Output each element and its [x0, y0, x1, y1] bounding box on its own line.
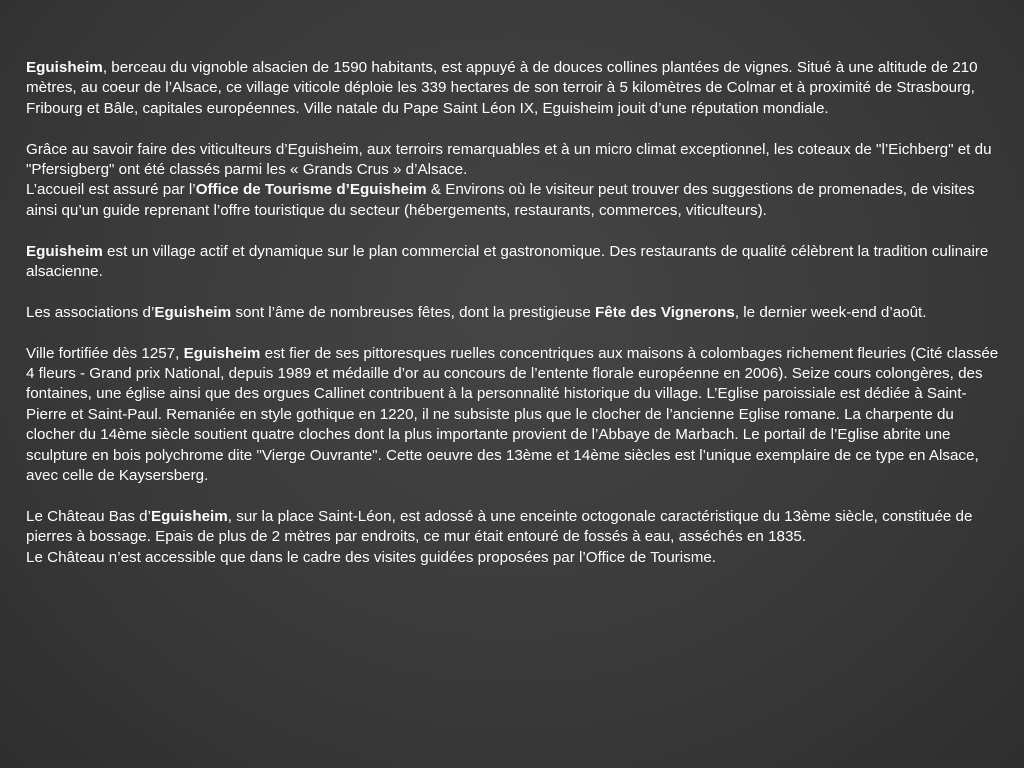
paragraph-ville-fortifiee [26, 344, 1001, 487]
text-run: sont l’âme de nombreuses fêtes, dont la prestigieuse [231, 303, 596, 321]
paragraph-intro [26, 58, 1001, 119]
text-run: L’accueil est assuré par l’ [26, 181, 196, 199]
bold-term: Eguisheim [26, 242, 103, 260]
bold-term: Eguisheim [150, 507, 228, 525]
text-run: Ville fortifiée dès 1257, [26, 344, 184, 362]
paragraph-chateau-bas [26, 507, 1001, 548]
paragraph-gastronomie [26, 242, 1001, 283]
bold-term: Eguisheim [183, 344, 261, 362]
paragraph-chateau-visites [26, 548, 1001, 568]
text-run: , sur la place Saint-Léon, est adossé à une enceinte octogonale caractéristique du 13ème siècle, constituée de pierres à bossage. Epais de plus de 2 mètres par endroits, ce mur était entouré de fossés à eau, asséchés en 1835. [26, 507, 973, 546]
text-run: , berceau du vignoble alsacien de 1590 habitants, est appuyé à de douces collines plantées de vignes. Situé à une altitude de 210 mètres, au coeur de l’Alsace, ce village viticole déploie les 339 hectares de son terroir à 5 kilomètres de Colmar et à proximité de Strasbourg, Fribourg et Bâle, capitales européennes. Ville natale du Pape Saint Léon IX, Eguisheim jouit d’une réputation mondiale. [26, 59, 978, 117]
text-run: est un village actif et dynamique sur le plan commercial et gastronomique. Des restaurants de qualité célèbrent la tradition culinaire alsacienne. [26, 242, 989, 281]
bold-term: Eguisheim [154, 303, 232, 321]
bold-term: Eguisheim [26, 59, 103, 76]
bold-term: Office de Tourisme d’Eguisheim [195, 181, 427, 199]
slide-text-body [26, 58, 1001, 588]
text-run: Les associations d’ [26, 303, 155, 321]
text-run: Le Château n’est accessible que dans le cadre des visites guidées proposées par l’Office de Tourisme. [26, 548, 717, 566]
text-run: est fier de ses pittoresques ruelles concentriques aux maisons à colombages richement fleuries (Cité classée 4 fleurs - Grand prix National, depuis 1989 et médaille d’or au concours de l’entente florale européenne en 2006). Seize cours colongères, des fontaines, une église ainsi que des orgues Callinet contribuent à la personnalité historique du village. L’Eglise paroissiale est dédiée à Saint-Pierre et Saint-Paul. Remaniée en style gothique en 1220, il ne subsiste plus que le clocher de l’ancienne Eglise romane. La charpente du clocher du 14ème siècle soutient quatre cloches dont la plus importante provient de l’Abbaye de Marbach. Le portail de l’Eglise abrite une sculpture en bois polychrome dite "Vierge Ouvrante". Cette oeuvre des 13ème et 14ème siècles est l’unique exemplaire de ce type en Alsace, avec celle de Kaysersberg. [26, 344, 999, 485]
text-run: & Environs où le visiteur peut trouver des suggestions de promenades, de visites ainsi qu’un guide reprenant l’offre touristique du secteur (hébergements, restaurants, commerces, viticulteurs). [26, 181, 975, 219]
text-run: Grâce au savoir faire des viticulteurs d’Eguisheim, aux terroirs remarquables et à un micro climat exceptionnel, les coteaux de "l’Eichberg" et du "Pfersigberg" ont été classés parmi les « Grands Crus » d’Alsace. [26, 140, 992, 179]
bold-term: Fête des Vignerons [595, 303, 735, 321]
paragraph-grands-crus [26, 140, 1001, 181]
text-run: , le dernier week-end d’août. [734, 303, 927, 321]
paragraph-associations [26, 303, 1001, 323]
paragraph-office-tourisme [26, 180, 1001, 221]
text-run: Le Château Bas d’ [26, 507, 151, 525]
